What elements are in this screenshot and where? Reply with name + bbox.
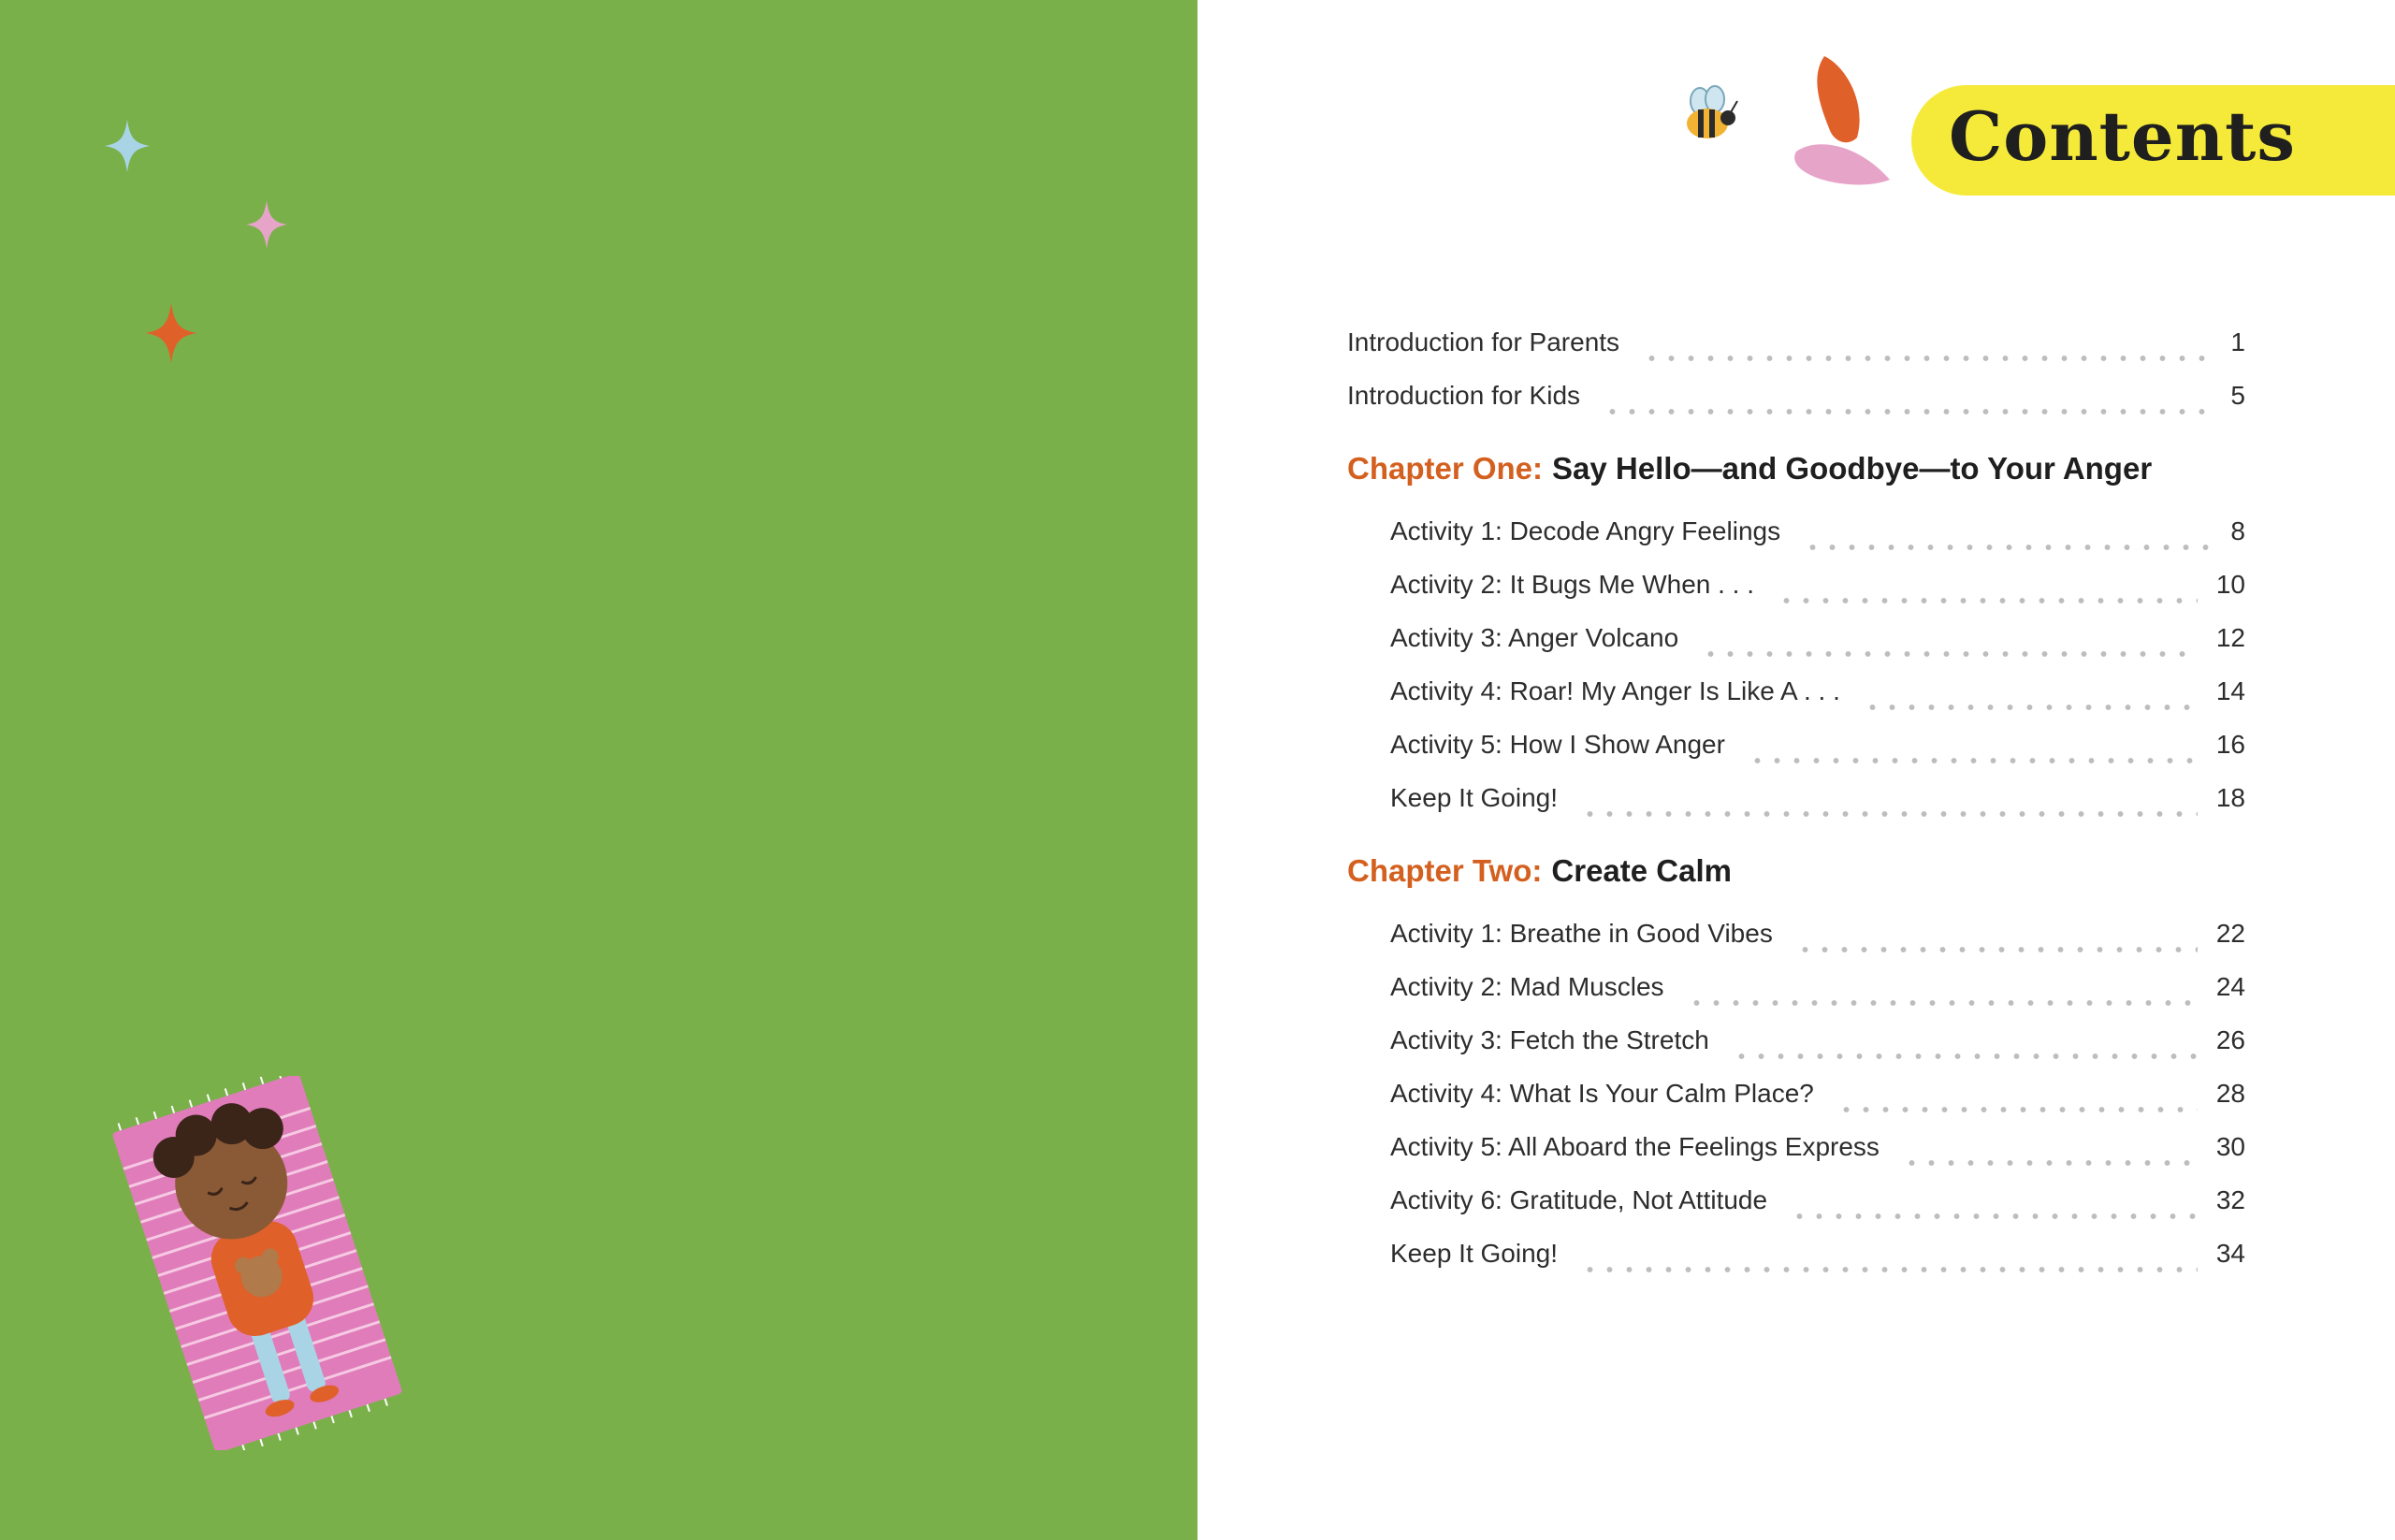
toc-entry-page: 32 <box>2215 1185 2245 1214</box>
toc-entry-page: 10 <box>2215 570 2245 599</box>
table-of-contents <box>1347 327 2245 1292</box>
dot-leader <box>1803 544 2212 551</box>
toc-entry-page: 28 <box>2215 1079 2245 1108</box>
toc-entry[interactable] <box>1347 1185 2245 1239</box>
toc-entry-label: Activity 6: Gratitude, Not Attitude <box>1390 1185 1768 1214</box>
toc-entry[interactable] <box>1347 730 2245 783</box>
blue-sparkle-icon <box>105 120 150 172</box>
toc-entry-intro-kids[interactable] <box>1347 381 2245 434</box>
page-title: Contents <box>1949 96 2296 176</box>
petals-decoration-icon <box>1792 49 1904 189</box>
toc-entry-label: Activity 1: Decode Angry Feelings <box>1390 516 1781 545</box>
child-on-blanket-illustration <box>103 1076 412 1450</box>
dot-leader <box>1795 946 2198 953</box>
dot-leader <box>1580 810 2198 818</box>
dot-leader <box>1790 1213 2198 1220</box>
toc-entry-label: Activity 4: Roar! My Anger Is Like A . . . <box>1390 676 1840 705</box>
toc-entry-intro-parents[interactable] <box>1347 327 2245 381</box>
toc-entry[interactable] <box>1347 1079 2245 1132</box>
dot-leader <box>1732 1053 2198 1060</box>
dot-leader <box>1701 650 2198 658</box>
toc-entry[interactable] <box>1347 972 2245 1025</box>
dot-leader <box>1902 1159 2198 1167</box>
toc-entry[interactable] <box>1347 676 2245 730</box>
toc-entry-label: Activity 2: It Bugs Me When . . . <box>1390 570 1755 599</box>
toc-entry-label: Activity 2: Mad Muscles <box>1390 972 1664 1001</box>
toc-entry-label: Introduction for Kids <box>1347 381 1581 410</box>
pink-sparkle-icon <box>246 200 287 249</box>
chapter-heading-one[interactable] <box>1347 451 2245 507</box>
toc-entry-label: Activity 5: All Aboard the Feelings Express <box>1390 1132 1880 1161</box>
toc-entry[interactable] <box>1347 1132 2245 1185</box>
toc-entry-label: Introduction for Parents <box>1347 327 1620 356</box>
toc-entry-page: 16 <box>2215 730 2245 759</box>
toc-entry-label: Keep It Going! <box>1390 783 1559 812</box>
toc-entry-page: 24 <box>2215 972 2245 1001</box>
toc-entry-label: Activity 1: Breathe in Good Vibes <box>1390 919 1773 948</box>
dot-leader <box>1863 704 2198 711</box>
toc-entry-label: Keep It Going! <box>1390 1239 1559 1268</box>
chapter-title: Say Hello—and Goodbye—to Your Anger <box>1552 451 2153 486</box>
bee-icon <box>1679 84 1740 150</box>
toc-entry[interactable] <box>1347 1025 2245 1079</box>
toc-entry-page: 1 <box>2230 327 2245 356</box>
orange-sparkle-icon <box>145 303 197 363</box>
toc-entry-label: Activity 5: How I Show Anger <box>1390 730 1725 759</box>
dot-leader <box>1603 408 2212 415</box>
toc-entry-page: 12 <box>2215 623 2245 652</box>
toc-entry-page: 34 <box>2215 1239 2245 1268</box>
toc-entry-label: Activity 4: What Is Your Calm Place? <box>1390 1079 1814 1108</box>
toc-entry[interactable] <box>1347 919 2245 972</box>
chapter-number: Chapter One: <box>1347 451 1544 486</box>
toc-entry[interactable] <box>1347 623 2245 676</box>
dot-leader <box>1748 757 2198 764</box>
dot-leader <box>1836 1106 2198 1113</box>
toc-entry-page: 5 <box>2230 381 2245 410</box>
toc-entry-page: 14 <box>2215 676 2245 705</box>
chapter-title: Create Calm <box>1551 853 1732 888</box>
toc-entry-label: Activity 3: Fetch the Stretch <box>1390 1025 1709 1054</box>
toc-entry-page: 26 <box>2215 1025 2245 1054</box>
toc-entry[interactable] <box>1347 570 2245 623</box>
toc-entry-page: 22 <box>2215 919 2245 948</box>
toc-entry[interactable] <box>1347 783 2245 836</box>
toc-entry-page: 30 <box>2215 1132 2245 1161</box>
dot-leader <box>1777 597 2198 604</box>
toc-entry-page: 8 <box>2230 516 2245 545</box>
dot-leader <box>1687 999 2198 1007</box>
toc-entry[interactable] <box>1347 1239 2245 1292</box>
toc-entry-page: 18 <box>2215 783 2245 812</box>
toc-entry-label: Activity 3: Anger Volcano <box>1390 623 1679 652</box>
toc-entry[interactable] <box>1347 516 2245 570</box>
chapter-heading-two[interactable] <box>1347 853 2245 909</box>
contents-title-banner <box>1911 85 2395 196</box>
dot-leader <box>1580 1266 2198 1273</box>
dot-leader <box>1642 355 2212 362</box>
chapter-number: Chapter Two: <box>1347 853 1543 888</box>
